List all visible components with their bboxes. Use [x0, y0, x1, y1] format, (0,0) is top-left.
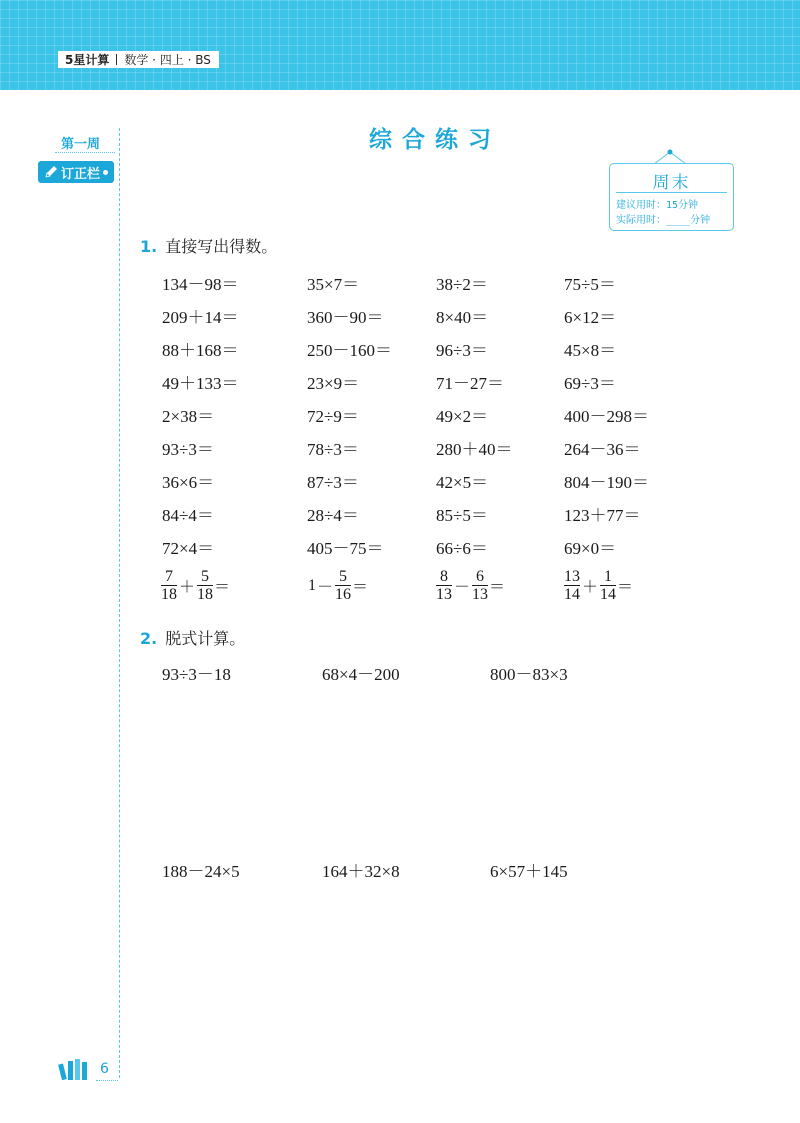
equation: 28÷4＝: [307, 506, 359, 525]
header-band: [0, 0, 800, 90]
subject-label: 数学 · 四上 · BS: [124, 53, 211, 67]
series-name: 5星计算: [65, 53, 110, 67]
page-number: 6: [100, 1061, 109, 1077]
equation: 264－36＝: [564, 440, 641, 459]
operator: ＋: [582, 579, 599, 596]
denominator: 13: [436, 586, 452, 603]
equation: 71－27＝: [436, 374, 504, 393]
equals-sign: ＝: [214, 579, 231, 596]
denominator: 18: [161, 586, 177, 603]
equation: 35×7＝: [307, 275, 360, 294]
equation: 72×4＝: [162, 539, 215, 558]
equals-sign: ＝: [617, 579, 634, 596]
equals-sign: ＝: [489, 579, 506, 596]
pencil-icon: [44, 165, 58, 179]
question-2-heading: [140, 626, 245, 649]
suggested-time: 建议用时：15分钟: [616, 200, 699, 211]
equation: 75÷5＝: [564, 275, 616, 294]
equation: 280＋40＝: [436, 440, 513, 459]
equation: 49＋133＝: [162, 374, 239, 393]
equation: 69×0＝: [564, 539, 617, 558]
question-number: 1.: [140, 237, 158, 256]
equation: 36×6＝: [162, 473, 215, 492]
equation: 123＋77＝: [564, 506, 641, 525]
equation: 2×38＝: [162, 407, 215, 426]
numerator: 1: [604, 568, 613, 585]
equation: 88＋168＝: [162, 341, 239, 360]
fraction: [161, 568, 177, 603]
equation: 38÷2＝: [436, 275, 488, 294]
equation: 96÷3＝: [436, 341, 488, 360]
fraction: [472, 568, 488, 603]
operator: －: [317, 579, 334, 596]
correction-column-tag: [38, 161, 114, 183]
equation: 49×2＝: [436, 407, 489, 426]
weekend-time-card: [609, 163, 734, 231]
step-calculation-expression: 68×4－200: [322, 665, 400, 684]
question-number: 2.: [140, 629, 158, 648]
page-number-underline: [96, 1080, 118, 1081]
equation: 87÷3＝: [307, 473, 359, 492]
operator: ＋: [179, 579, 196, 596]
question-instruction: 直接写出得数。: [165, 237, 278, 256]
step-calculation-expression: 6×57＋145: [490, 862, 568, 881]
separator: [116, 54, 117, 65]
denominator: 18: [197, 586, 214, 603]
equation: 78÷3＝: [307, 440, 359, 459]
equation: 8×40＝: [436, 308, 489, 327]
equation: 69÷3＝: [564, 374, 616, 393]
operator: －: [454, 579, 471, 596]
whole-number: 1: [308, 576, 316, 594]
equation: 45×8＝: [564, 341, 617, 360]
question-instruction: 脱式计算。: [165, 629, 246, 648]
fraction-equation: [308, 568, 368, 603]
equation: 405－75＝: [307, 539, 384, 558]
step-calculation-expression: 93÷3－18: [162, 665, 231, 684]
numerator: 5: [201, 568, 210, 585]
books-icon: [58, 1058, 94, 1080]
equation: 804－190＝: [564, 473, 649, 492]
equation: 360－90＝: [307, 308, 384, 327]
card-divider: [616, 192, 727, 193]
fraction-equation: [563, 568, 633, 603]
numerator: 6: [476, 568, 485, 585]
fraction: [197, 568, 213, 603]
fraction-equation: [435, 568, 505, 603]
margin-divider: [119, 128, 120, 1078]
equation: 209＋14＝: [162, 308, 239, 327]
series-tag: [58, 51, 219, 68]
dot-icon: [103, 170, 108, 175]
fraction-equation: [160, 568, 230, 603]
denominator: 14: [564, 586, 580, 603]
numerator: 8: [440, 568, 448, 585]
equation: 93÷3＝: [162, 440, 214, 459]
page-title: 综合练习: [369, 127, 501, 153]
equation: 85÷5＝: [436, 506, 488, 525]
equation: 400－298＝: [564, 407, 649, 426]
equation: 134－98＝: [162, 275, 239, 294]
week-label: 第一周: [61, 137, 101, 152]
denominator: 14: [600, 586, 617, 603]
fraction: [564, 568, 580, 603]
question-1-heading: [140, 234, 277, 257]
fraction: [600, 568, 616, 603]
actual-time: 实际用时：____分钟: [616, 215, 711, 226]
equation: 250－160＝: [307, 341, 392, 360]
equation: 6×12＝: [564, 308, 617, 327]
equation: 72÷9＝: [307, 407, 359, 426]
equals-sign: ＝: [352, 579, 369, 596]
step-calculation-expression: 164＋32×8: [322, 862, 400, 881]
denominator: 16: [335, 586, 352, 603]
fraction: [335, 568, 351, 603]
equation: 84÷4＝: [162, 506, 214, 525]
equation: 66÷6＝: [436, 539, 488, 558]
equation: 42×5＝: [436, 473, 489, 492]
numerator: 5: [339, 568, 348, 585]
fraction: [436, 568, 452, 603]
equation: 23×9＝: [307, 374, 360, 393]
numerator: 13: [564, 568, 580, 585]
denominator: 13: [472, 586, 489, 603]
numerator: 7: [165, 568, 173, 585]
correction-label: 订正栏: [60, 166, 100, 182]
step-calculation-expression: 800－83×3: [490, 665, 568, 684]
weekend-title: 周末: [652, 173, 691, 193]
step-calculation-expression: 188－24×5: [162, 862, 240, 881]
